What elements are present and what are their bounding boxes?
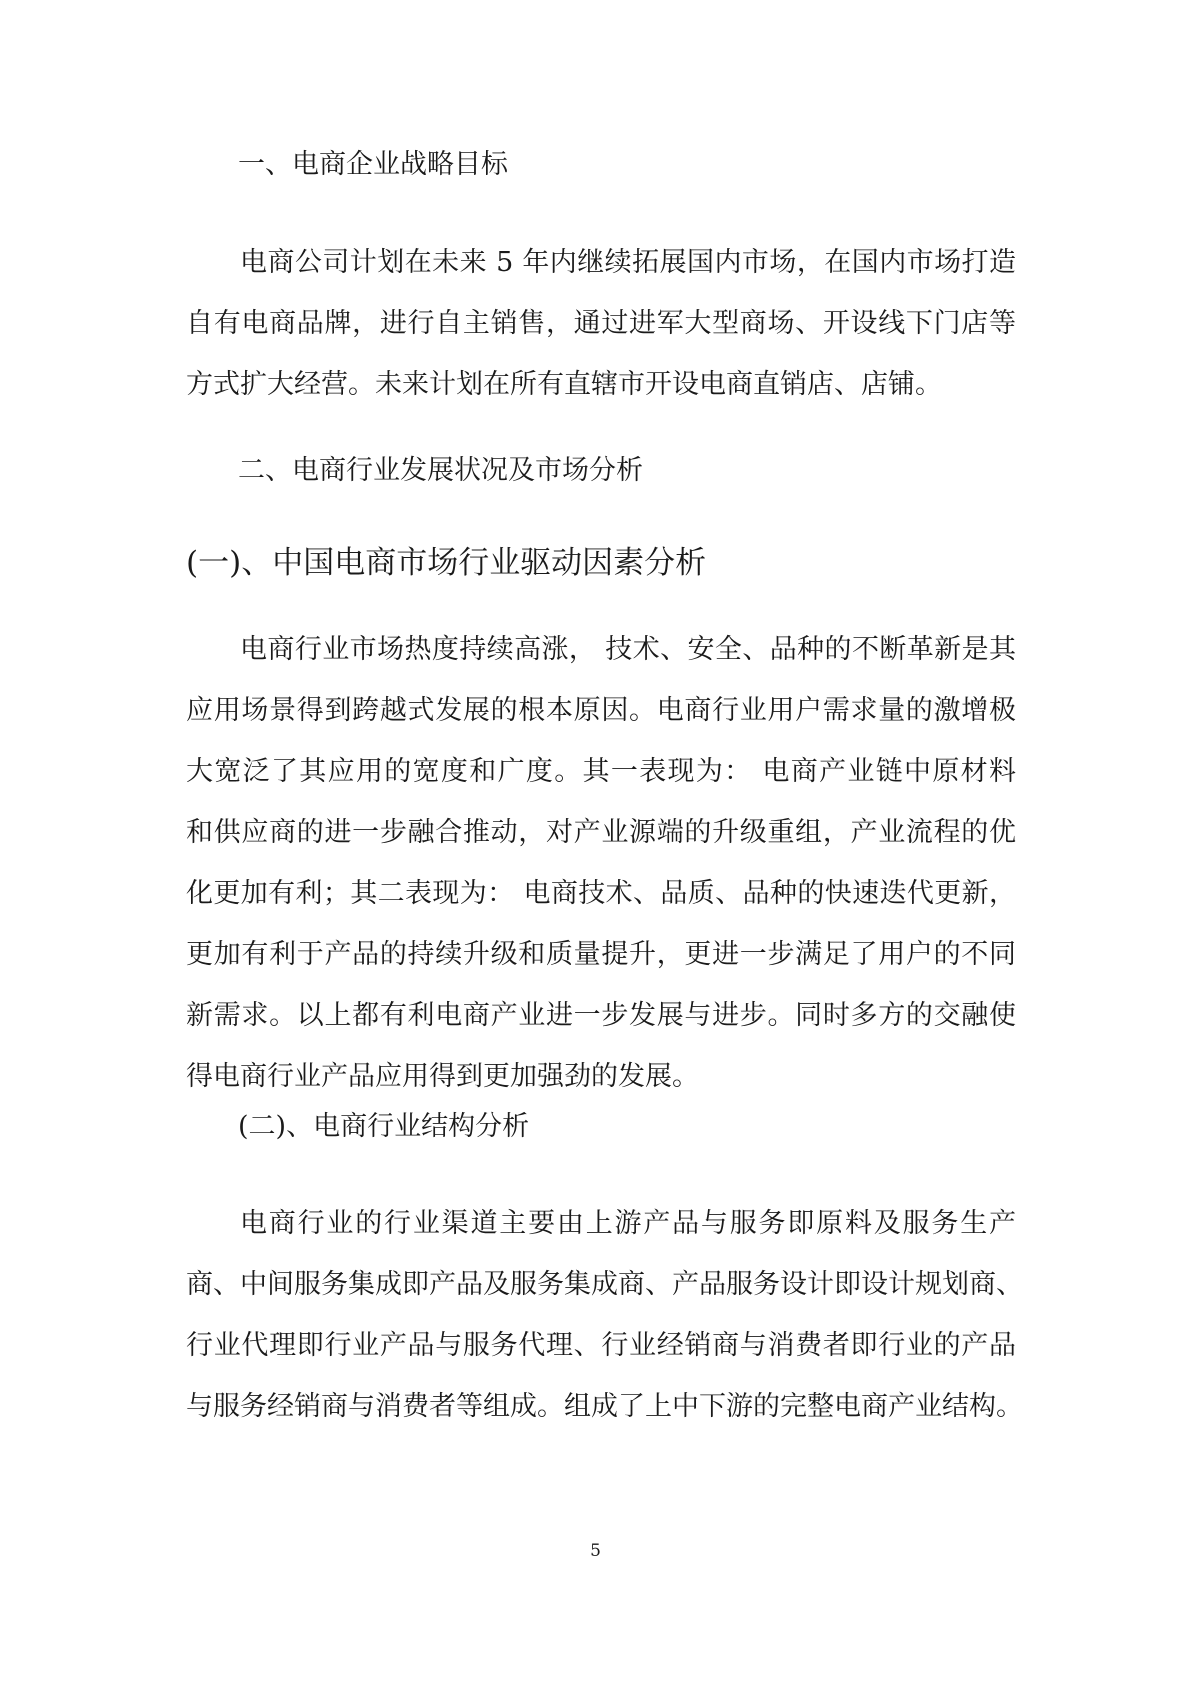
paragraph-line: 化更加有利；其二表现为： 电商技术、品质、品种的快速迭代更新， [186, 878, 1016, 909]
paragraph-line: 自有电商品牌，进行自主销售，通过进军大型商场、开设线下门店等 [186, 308, 1016, 339]
subsection-heading-structure: (二)、电商行业结构分析 [238, 1111, 530, 1142]
section-heading-market-analysis: 二、电商行业发展状况及市场分析 [238, 455, 643, 486]
paragraph-line: 与服务经销商与消费者等组成。组成了上中下游的完整电商产业结构。 [186, 1391, 1023, 1422]
paragraph-line: 行业代理即行业产品与服务代理、行业经销商与消费者即行业的产品 [186, 1330, 1016, 1361]
paragraph-line: 电商公司计划在未来 5 年内继续拓展国内市场，在国内市场打造 [240, 247, 1016, 278]
paragraph-drivers [186, 619, 1016, 1107]
subsection-heading-drivers: (一)、中国电商市场行业驱动因素分析 [186, 545, 707, 581]
paragraph-line: 更加有利于产品的持续升级和质量提升，更进一步满足了用户的不同 [186, 939, 1016, 970]
paragraph-line: 电商行业的行业渠道主要由上游产品与服务即原料及服务生产 [240, 1208, 1016, 1239]
paragraph-line: 和供应商的进一步融合推动，对产业源端的升级重组，产业流程的优 [186, 817, 1016, 848]
paragraph-line: 得电商行业产品应用得到更加强劲的发展。 [186, 1061, 699, 1092]
paragraph-line: 商、中间服务集成即产品及服务集成商、产品服务设计即设计规划商、 [186, 1269, 1023, 1300]
paragraph-line: 新需求。以上都有利电商产业进一步发展与进步。同时多方的交融使 [186, 1000, 1016, 1031]
paragraph-line: 应用场景得到跨越式发展的根本原因。电商行业用户需求量的激增极 [186, 695, 1016, 726]
paragraph-line: 大宽泛了其应用的宽度和广度。其一表现为： 电商产业链中原材料 [186, 756, 1016, 787]
paragraph-structure [186, 1193, 1023, 1437]
page-number: 5 [590, 1541, 601, 1561]
paragraph-line: 方式扩大经营。未来计划在所有直辖市开设电商直销店、店铺。 [186, 369, 942, 400]
paragraph-strategy [186, 232, 1016, 415]
paragraph-line: 电商行业市场热度持续高涨， 技术、安全、品种的不断革新是其 [240, 634, 1016, 665]
section-heading-strategy: 一、电商企业战略目标 [238, 149, 508, 180]
